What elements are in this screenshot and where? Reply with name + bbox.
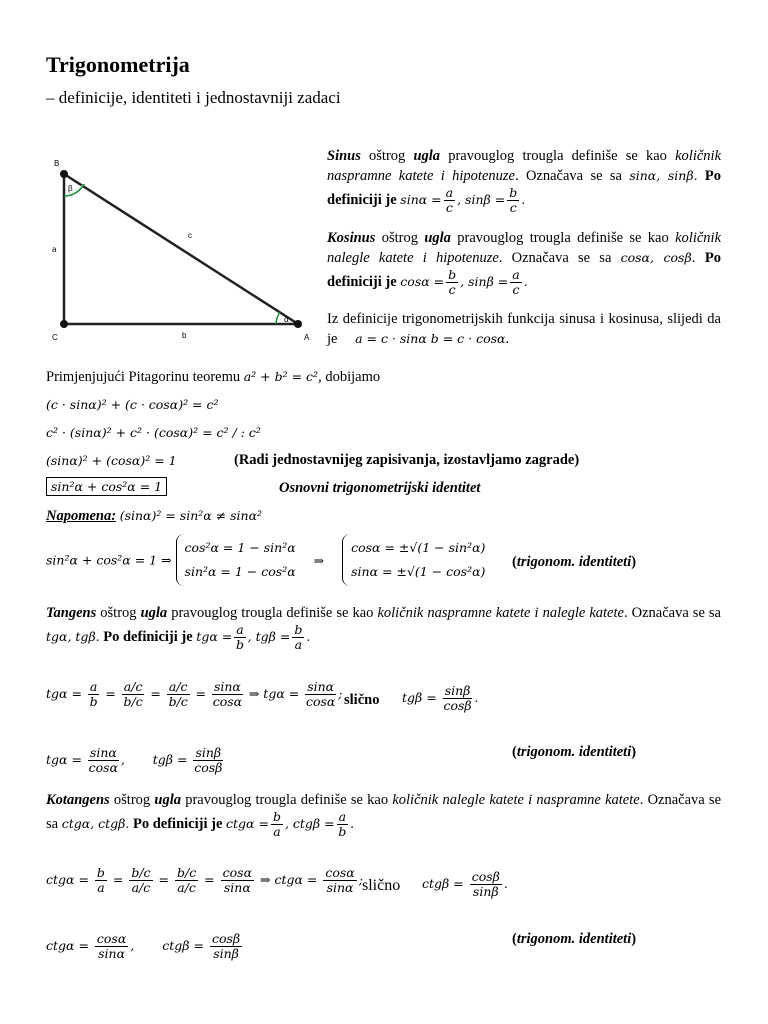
tg-slicno: slično [344, 692, 380, 708]
ctg-derivation: ctgα = $\frac{b}{a}$ = $\frac{b/c}{a/c}$ = $\frac{b/c}{a/c}$ = $\frac{\cos\alpha}{\sin\alpha}$ ⇒ ctgα = $\frac{\cos\alpha}{\sin\alpha}$ ; [46, 865, 363, 895]
side-c-label: c [188, 231, 192, 240]
kosinus-paragraph: Kosinus oštrog ugla pravouglog trougla definiše se kao količnik nalegle katete i hipotenuze. Označava se sa cosα, cosβ. Po definiciji je cosα = $\frac{b}{c}$ , sinβ = $\frac{a}{c}$ . [327, 230, 722, 297]
vertex-a-point [294, 320, 302, 328]
basic-identity-box: sin²α + cos²α = 1 [46, 479, 167, 494]
tangens-formula: tgα = $\frac{a}{b}$ , tgβ = $\frac{b}{a}$ . [196, 622, 311, 652]
side-a-label: a [52, 245, 57, 254]
identity-label-3: (trigonom. identiteti) [512, 931, 637, 947]
kosinus-term: Kosinus [327, 230, 376, 246]
equation-2: c² · (sinα)² + c² · (cosα)² = c² / : c² [46, 425, 261, 440]
ctg-beta-formula: ctgβ = $\frac{\cos\beta}{\sin\beta}$ . [422, 869, 508, 899]
beta-label: β [68, 184, 73, 193]
side-formulas: a = c · sinα b = c · cosα [355, 331, 506, 346]
kotangens-paragraph: Kotangens oštrog ugla pravouglog trougla definiše se kao količnik nalegle katete i naspramne katete. Označava se sa ctgα, ctgβ. Po definiciji je ctgα = $\frac{b}{a}$ , ctgβ = $\frac{a}{b}$ . [46, 792, 722, 839]
sinus-paragraph: Sinus oštrog ugla pravouglog trougla definiše se kao količnik naspramne katete i hipotenuze. Označava se sa sinα, sinβ. Po definiciji je sinα = $\frac{a}{c}$ , sinβ = $\frac{b}{c}$ . [327, 148, 722, 215]
tangens-definition: količnik naspramne katete i nalegle katete [377, 605, 624, 621]
identity-system: sin²α + cos²α = 1 ⇒ cos²α = 1 − sin²α sin²α = 1 − cos²α ⇒ cosα = ±√(1 − sin²α) sinα = ±√(1 − cos²α) [46, 534, 485, 586]
tg-derivation: tgα = $\frac{a}{b}$ = $\frac{a/c}{b/c}$ = $\frac{a/c}{b/c}$ = $\frac{\sin\alpha}{\cos\alpha}$ ⇒ tgα = $\frac{\sin\alpha}{\cos\alpha}$ ; [46, 679, 343, 709]
tg-identities: tgα = $\frac{\sin\alpha}{\cos\alpha}$ , tgβ = $\frac{\sin\beta}{\cos\beta}$ [46, 745, 223, 775]
alpha-label: α [284, 315, 289, 324]
beta-angle-arc [64, 184, 84, 196]
alpha-angle-arc [276, 312, 280, 324]
identity-label-2: (trigonom. identiteti) [512, 744, 637, 760]
kotangens-definition: količnik nalegle katete i naspramne katete [392, 792, 640, 808]
iz-definicije-paragraph: Iz definicije trigonometrijskih funkcija sinusa i kosinusa, slijedi da je a = c · sinα b = c · cosα. [327, 311, 721, 347]
tg-beta-formula: tgβ = $\frac{\sin\beta}{\cos\beta}$ . [402, 683, 479, 713]
napomena-line: Napomena: (sinα)² = sin²α ≠ sinα² [46, 508, 263, 524]
pitagora-formula: a² + b² = c² [243, 369, 319, 384]
equation-3: (sinα)² + (cosα)² = 1 [46, 453, 177, 468]
identity-label-1: (trigonom. identiteti) [512, 554, 637, 570]
pitagora-line: Primjenjujući Pitagorinu teoremu a² + b² = c², dobijamo [46, 369, 381, 385]
side-b-label: b [182, 331, 187, 340]
ctg-slicno: slično [362, 877, 401, 894]
page-subtitle: – definicije, identiteti i jednostavniji zadaci [46, 88, 341, 107]
equation-3-note: (Radi jednostavnijeg zapisivanja, izostavljamo zagrade) [234, 452, 580, 468]
vertex-b-point [60, 170, 68, 178]
kotangens-term: Kotangens [46, 792, 110, 808]
page-title: Trigonometrija [46, 52, 190, 77]
basic-identity-label: Osnovni trigonometrijski identitet [279, 480, 481, 496]
ctg-identities: ctgα = $\frac{\cos\alpha}{\sin\alpha}$ , ctgβ = $\frac{\cos\beta}{\sin\beta}$ [46, 931, 241, 961]
equation-1: (c · sinα)² + (c · cosα)² = c² [46, 397, 219, 412]
right-triangle-figure [46, 150, 316, 350]
tangens-term: Tangens [46, 605, 97, 621]
kotangens-formula: ctgα = $\frac{b}{a}$ , ctgβ = $\frac{a}{b}$ . [226, 809, 355, 839]
sinus-definition: količnik naspramne katete i hipotenuze [327, 148, 722, 184]
kosinus-definition: količnik nalegle katete i hipotenuze [327, 230, 722, 266]
kosinus-formula: cosα = $\frac{b}{c}$ , sinβ = $\frac{a}{c}$ . [400, 267, 528, 297]
tangens-paragraph: Tangens oštrog ugla pravouglog trougla definiše se kao količnik naspramne katete i nalegle katete. Označava se sa tgα, tgβ. Po definiciji je tgα = $\frac{a}{b}$ , tgβ = $\frac{b}{a}$ . [46, 605, 721, 652]
napomena-formula: (sinα)² = sin²α ≠ sinα² [119, 508, 263, 523]
vertex-a-label: A [304, 333, 310, 342]
sinus-term: Sinus [327, 148, 361, 164]
vertex-b-label: B [54, 159, 60, 168]
vertex-c-label: C [52, 333, 58, 342]
sinus-formula: sinα = $\frac{a}{c}$ , sinβ = $\frac{b}{c}$ . [400, 185, 526, 215]
vertex-c-point [60, 320, 68, 328]
